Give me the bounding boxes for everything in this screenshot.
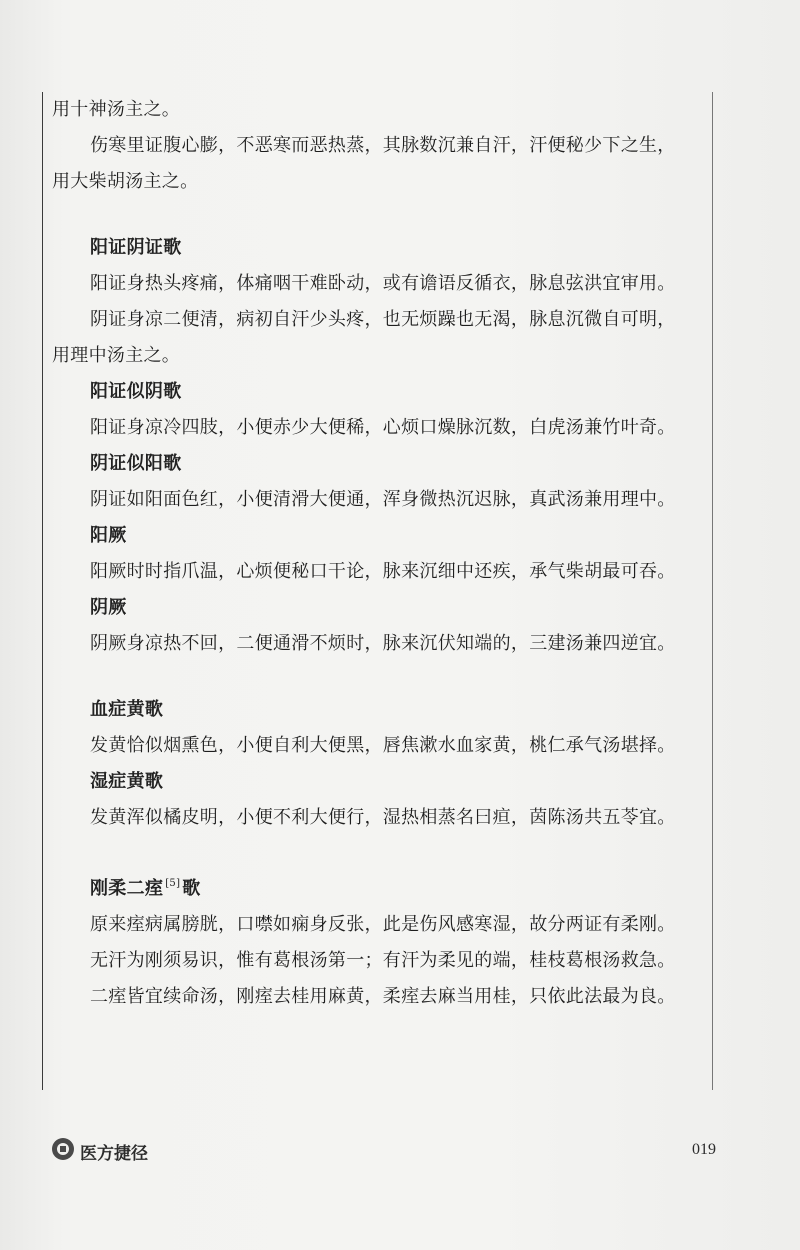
- section-heading: 阴证似阳歌: [90, 453, 182, 474]
- verse-line: 发黄浑似橘皮明，小便不利大便行，湿热相蒸名曰疸，茵陈汤共五苓宜。: [90, 807, 676, 828]
- section-heading: 阳厥: [90, 525, 127, 546]
- footnote-marker: [5]: [165, 878, 181, 889]
- page-number: 019: [692, 1141, 716, 1158]
- text-line: 伤寒里证腹心膨，不恶寒而恶热蒸，其脉数沉兼自汗，汗便秘少下之生，: [90, 135, 676, 156]
- verse-line: 二痓皆宜续命汤，刚痓去桂用麻黄，柔痓去麻当用桂，只依此法最为良。: [90, 986, 676, 1007]
- text-line: 用大柴胡汤主之。: [52, 171, 199, 192]
- book-logo-icon: [52, 1138, 74, 1160]
- verse-line: 阴证如阳面色红，小便清滑大便通，浑身微热沉迟脉，真武汤兼用理中。: [90, 489, 676, 510]
- section-heading: 阳证似阴歌: [90, 381, 182, 402]
- verse-line: 发黄恰似烟熏色，小便自利大便黑，唇焦漱水血家黄，桃仁承气汤堪择。: [90, 735, 676, 756]
- verse-line: 用理中汤主之。: [52, 345, 181, 366]
- heading-text: 刚柔二痓: [90, 878, 164, 899]
- text-line: 用十神汤主之。: [52, 99, 181, 120]
- section-heading: 血症黄歌: [90, 699, 164, 720]
- left-margin-rule: [42, 92, 43, 1090]
- verse-line: 阴厥身凉热不回，二便通滑不烦时，脉来沉伏知端的，三建汤兼四逆宜。: [90, 633, 676, 654]
- verse-line: 阳证身热头疼痛，体痛咽干难卧动，或有谵语反循衣，脉息弦洪宜审用。: [90, 273, 676, 294]
- page-footer: [52, 1136, 722, 1166]
- verse-line: 阳厥时时指爪温，心烦便秘口干论，脉来沉细中还疾，承气柴胡最可吞。: [90, 561, 676, 582]
- section-heading: 阳证阴证歌: [90, 237, 182, 258]
- verse-line: 阳证身凉冷四肢，小便赤少大便稀，心烦口燥脉沉数，白虎汤兼竹叶奇。: [90, 417, 676, 438]
- section-heading: 阴厥: [90, 597, 127, 618]
- book-title: 医方捷径: [80, 1144, 148, 1164]
- right-margin-rule: [712, 92, 713, 1090]
- heading-text: 歌: [182, 878, 201, 899]
- section-heading: 湿症黄歌: [90, 771, 164, 792]
- section-heading: [52, 866, 702, 907]
- verse-line: 原来痓病属膀胱，口噤如痫身反张，此是伤风感寒湿，故分两证有柔刚。: [90, 914, 676, 935]
- verse-line: 无汗为刚须易识，惟有葛根汤第一；有汗为柔见的端，桂枝葛根汤救急。: [90, 950, 676, 971]
- verse-line: 阴证身凉二便清，病初自汗少头疼，也无烦躁也无渴，脉息沉微自可明，: [90, 309, 676, 330]
- page-body: [52, 92, 702, 1015]
